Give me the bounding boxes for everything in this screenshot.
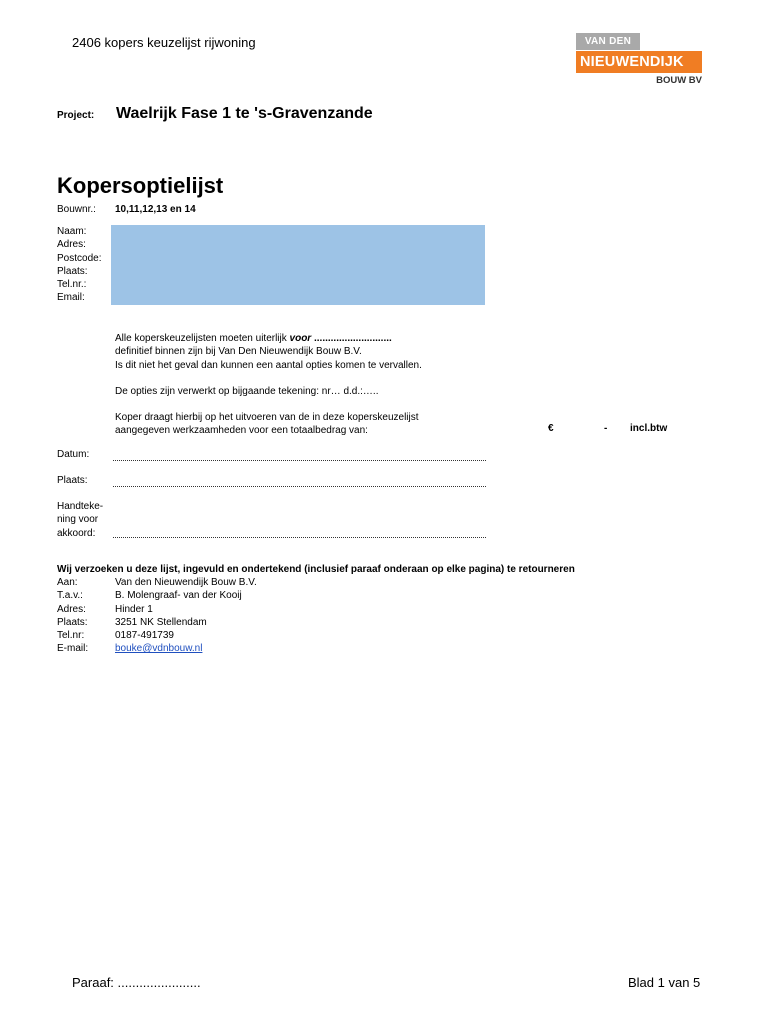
- recipient-phone: 0187-491739: [115, 630, 174, 642]
- notice-line: aangegeven werkzaamheden voor een totaalbedrag van:: [115, 425, 368, 437]
- paraaf-field: Paraaf: .......................: [72, 975, 201, 990]
- logo-line-1: VAN DEN: [576, 33, 640, 50]
- handtekening-label: Handteke- ning voor akkoord:: [57, 501, 104, 539]
- buyer-details-input-area[interactable]: [111, 225, 485, 305]
- field-label-telnr: Tel.nr.:: [57, 279, 87, 291]
- notice-line: definitief binnen zijn bij Van Den Nieuwendijk Bouw B.V.: [115, 346, 362, 358]
- project-name: Waelrijk Fase 1 te 's-Gravenzande: [116, 105, 373, 122]
- return-instructions: Wij verzoeken u deze lijst, ingevuld en ondertekend (inclusief paraaf onderaan op elke pagina) te retourneren: [57, 564, 575, 575]
- logo-line-3: BOUW BV: [656, 75, 702, 86]
- buyer-field-labels: [57, 225, 101, 305]
- notice-line: Is dit niet het geval dan kunnen een aantal opties komen te vervallen.: [115, 359, 422, 371]
- signature-line[interactable]: [113, 537, 486, 538]
- total-currency: €: [548, 423, 554, 434]
- bouwnr-label: Bouwnr.:: [57, 204, 96, 215]
- return-address-labels: Aan: T.a.v.: Adres: Plaats: Tel.nr: E-mail:: [57, 577, 89, 655]
- plaats-line[interactable]: [113, 486, 486, 487]
- datum-label: Datum:: [57, 449, 90, 460]
- field-label-plaats: Plaats:: [57, 265, 88, 277]
- recipient-street: Hinder 1: [115, 603, 153, 615]
- notice-line: Koper draagt hierbij op het uitvoeren van de in deze koperskeuzelijst: [115, 412, 419, 424]
- document-header-title: 2406 kopers keuzelijst rijwoning: [72, 35, 256, 50]
- drawing-reference: De opties zijn verwerkt op bijgaande tekening: nr… d.d.:…..: [115, 385, 379, 397]
- datum-line[interactable]: [113, 460, 486, 461]
- plaats-label: Plaats:: [57, 475, 88, 486]
- project-label: Project:: [57, 110, 95, 121]
- recipient-city: 3251 NK Stellendam: [115, 616, 207, 628]
- field-label-naam: Naam:: [57, 226, 87, 237]
- recipient-email-link[interactable]: bouke@vdnbouw.nl: [115, 643, 203, 655]
- field-label-adres: Adres:: [57, 239, 86, 251]
- total-amount: -: [604, 423, 608, 434]
- notice-line: Alle koperskeuzelijsten moeten uiterlijk voor ............................: [115, 333, 392, 344]
- bouwnr-value: 10,11,12,13 en 14: [115, 204, 196, 215]
- logo-line-2: NIEUWENDIJK: [576, 51, 702, 73]
- page-title: Kopersoptielijst: [57, 173, 224, 198]
- return-address-values: [115, 576, 257, 656]
- page-number: Blad 1 van 5: [628, 975, 701, 990]
- field-label-email: Email:: [57, 292, 85, 304]
- deadline-notice: [115, 332, 422, 438]
- recipient-contact: B. Molengraaf- van der Kooij: [115, 590, 242, 602]
- recipient-company: Van den Nieuwendijk Bouw B.V.: [115, 577, 257, 588]
- total-vat-suffix: incl.btw: [630, 423, 668, 434]
- field-label-postcode: Postcode:: [57, 252, 102, 264]
- company-logo: [576, 33, 702, 87]
